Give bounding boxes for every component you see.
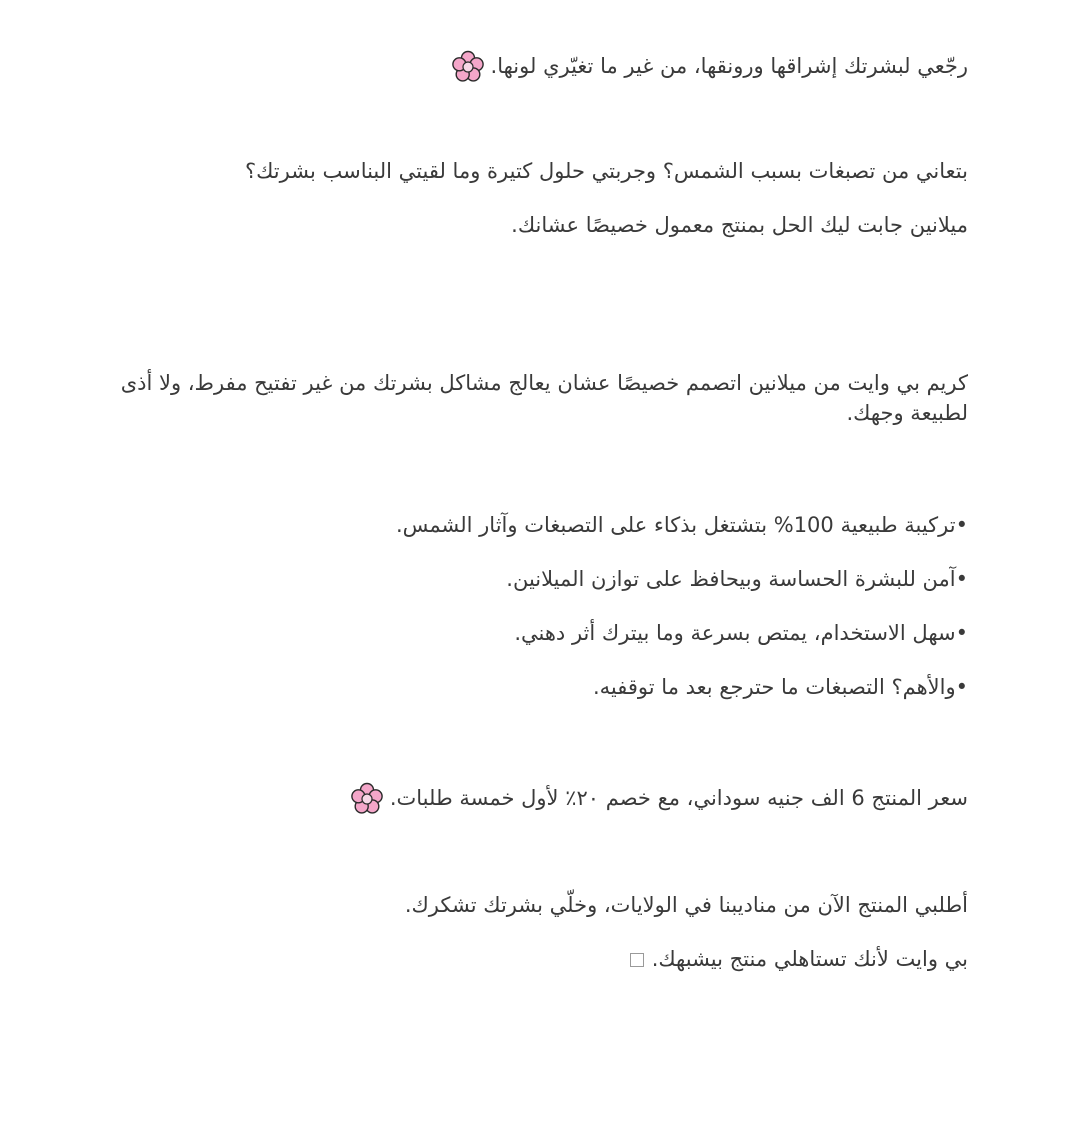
cta-order: أطلبي المنتج الآن من مناديبنا في الولايات، وخلّي بشرتك تشكرك. [404, 893, 968, 917]
feature-item: •سهل الاستخدام، يمتص بسرعة وما بيترك أثر دهني. [514, 621, 968, 645]
feature-item: •تركيبة طبيعية 100% بتشتغل بذكاء على التصبغات وآثار الشمس. [395, 513, 968, 537]
problem-answer: ميلانين جابت ليك الحل بمنتج معمول خصيصًا عشانك. [511, 213, 968, 237]
feature-item: •آمن للبشرة الحساسة وبيحافظ على توازن الميلانين. [506, 567, 968, 591]
cta-closing-line [630, 944, 968, 974]
intro-text: رجّعي لبشرتك إشراقها ورونقها، من غير ما تغيّري لونها. [490, 54, 968, 78]
cherry-blossom-icon [350, 782, 384, 816]
product-description: كريم بي وايت من ميلانين اتصمم خصيصًا عشان يعالج مشاكل بشرتك من غير تفتيح مفرط، ولا أذى لطبيعة وجهك. [120, 371, 968, 425]
price-text: سعر المنتج 6 الف جنيه سوداني، مع خصم ٢٠٪ لأول خمسة طلبات. [389, 786, 968, 810]
intro-line [451, 50, 968, 84]
cherry-blossom-icon [451, 50, 485, 84]
cta-closing: بي وايت لأنك تستاهلي منتج بيشبهك. [651, 947, 968, 971]
price-line [350, 782, 968, 816]
problem-question: بتعاني من تصبغات بسبب الشمس؟ وجربتي حلول كتيرة وما لقيتي البناسب بشرتك؟ [244, 159, 968, 183]
feature-item: •والأهم؟ التصبغات ما حترجع بعد ما توقفيه. [593, 675, 968, 699]
checkbox-icon [630, 953, 644, 967]
